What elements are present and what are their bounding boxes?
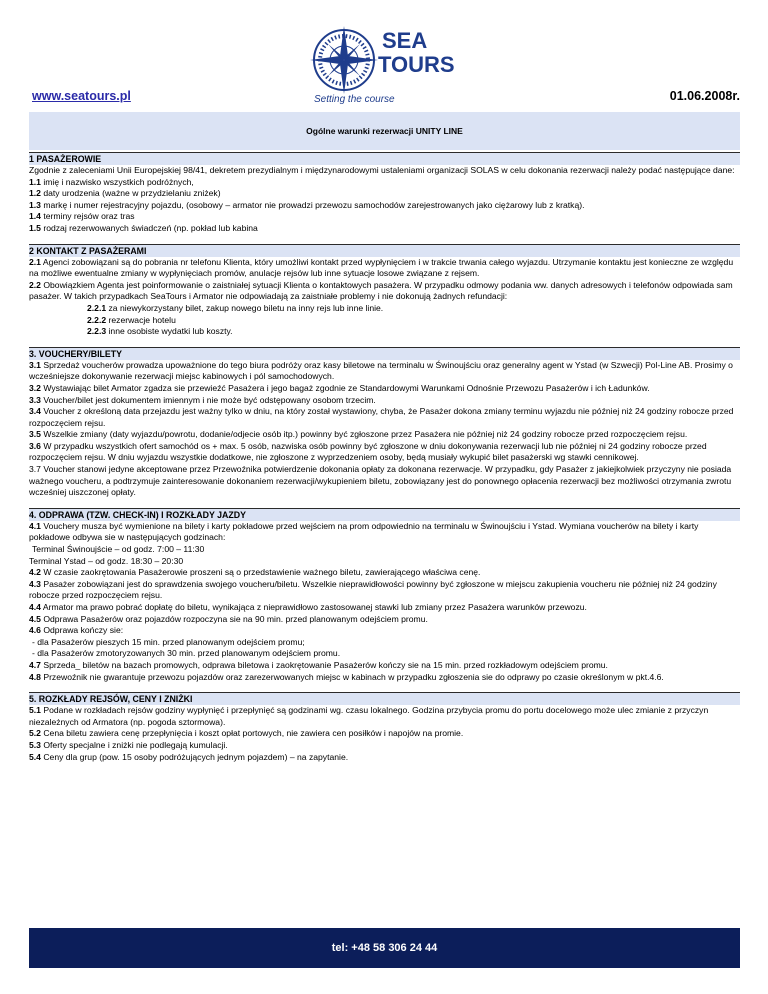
compass-rose-icon [310, 26, 378, 94]
clause [29, 602, 740, 614]
clause-number: 3.4 [29, 406, 41, 417]
clause-text: terminy rejsów oraz tras [40, 211, 135, 222]
clause [29, 200, 740, 212]
clause-text: rezerwacje hotelu [106, 314, 176, 325]
clause-number: 3.3 [29, 394, 41, 405]
clause [29, 705, 740, 728]
website-link[interactable]: www.seatours.pl [32, 89, 131, 103]
clause-number: 4.8 [29, 671, 41, 682]
section-heading: 2 KONTAKT Z PASAŻERAMI [29, 244, 740, 257]
clause-number: 1.3 [29, 199, 41, 210]
clause [29, 257, 740, 280]
clause [29, 579, 740, 602]
section-1 [29, 152, 740, 235]
clause-number: 2.2.3 [87, 326, 107, 337]
clause [29, 660, 740, 672]
document-date: 01.06.2008r. [669, 89, 740, 103]
clause [29, 188, 740, 200]
clause [29, 165, 740, 177]
clause [29, 406, 740, 429]
clause-number: 5.1 [29, 705, 41, 716]
section-5 [29, 692, 740, 763]
clause [29, 625, 740, 637]
sea-tours-logo [300, 18, 470, 106]
clause-text: za niewykorzystany bilet, zakup nowego biletu na inny rejs lub inne linie. [106, 302, 384, 313]
clause-text: daty urodzenia (ważne w przydzielaniu zniżek) [40, 188, 221, 199]
clause-text: Oferty specjalne i zniżki nie podlegają kumulacji. [40, 739, 228, 750]
clause-number: 3.6 [29, 440, 41, 451]
clause-text: Odprawa Pasażerów oraz pojazdów rozpoczyna sie na 90 min. przed planowanym odejściem promu. [40, 613, 428, 624]
clause-number: 4.6 [29, 625, 41, 636]
clause-text: Odprawa kończy sie: [40, 625, 124, 636]
clause-text: Voucher z określoną data przejazdu jest ważny tylko w dniu, na który został wystawiony, chyba, że Pasażer dokona zmiany terminu wyjazdu nie później niż 24 godziny robocze przed rozpoczęciem rejsu. [29, 406, 734, 428]
clause-text: W przypadku wszystkich ofert samochód os + max. 5 osób, nazwiska osób powinny być zgłoszone w dniu dokonywania rezerwacji lub nie później ni 24 godziny robocze przed rozpoczęciem rejsu. W dniu wyjazdu wszystkie dodatkowe, nie zgłoszone z wyprzedzeniem osoby, będą musiały wykupić bilet pasażerski wg stawki cennikowej. [29, 440, 707, 463]
clause-number: 5.4 [29, 751, 41, 762]
clause-text: Przewoźnik nie gwarantuje przewozu pojazdów oraz zarezerwowanych miejsc w kabinach w przypadku zgłoszenia sie do odprawy po czasie określonym w pkt.4.6. [40, 671, 664, 682]
section-heading: 4. ODPRAWA (TZW. CHECK-IN) I ROZKŁADY JAZDY [29, 508, 740, 521]
clause [29, 752, 740, 764]
clause [29, 556, 740, 568]
clause-text: W czasie zaokrętowania Pasażerowie proszeni są o przedstawienie ważnego biletu, zawierającego właściwa cenę. [40, 567, 481, 578]
clause-number: 4.5 [29, 613, 41, 624]
clause-text: Cena biletu zawiera cenę przepłynięcia i koszt opłat portowych, nie zawiera cen posiłków i napojów na promie. [40, 728, 464, 739]
clause [29, 326, 740, 338]
clause-number: 2.2.1 [87, 302, 107, 313]
clause [29, 648, 740, 660]
clause [29, 672, 740, 684]
clause [29, 223, 740, 235]
clause-number: 5.2 [29, 728, 41, 739]
clause-number: 1.2 [29, 188, 41, 199]
clause [29, 429, 740, 441]
clause-text: Terminal Ystad – od godz. 18:30 – 20:30 [29, 555, 184, 566]
clause-number: 2.1 [29, 256, 41, 267]
clause-number: 3.1 [29, 359, 41, 370]
clause-number: 4.7 [29, 659, 41, 670]
clause [29, 441, 740, 464]
terms-content [29, 152, 740, 772]
section-heading: 1 PASAŻEROWIE [29, 152, 740, 165]
clause-number: 4.3 [29, 578, 41, 589]
clause-number: 1.5 [29, 222, 41, 233]
clause-text: - dla Pasażerów zmotoryzowanych 30 min. przed planowanym odejściem promu. [32, 648, 341, 659]
clause [29, 280, 740, 303]
clause [29, 211, 740, 223]
logo-line1: SEA [382, 28, 428, 53]
clause [29, 395, 740, 407]
clause-text: Podane w rozkładach rejsów godziny wypłynięć i przepłynięć są godzinami wg. czasu lokalnego. Godzina przybycia promu do portu docelowego może ulec zmianie z przyczyn niezależnych od Armatora (np. pogoda sztormowa). [29, 705, 709, 727]
clause-text: Agenci zobowiązani są do pobrania nr telefonu Klienta, który umożliwi kontakt przed wypłynięciem i w trakcie trwania całego wyjazdu. Utrzymanie kontaktu jest konieczne ze względu na możliwe ewentualne zmiany w wypłynięciach promów, anulacje rejsów lub inne sytuacje losowe związane z rejsem. [29, 256, 734, 279]
clause-text: rodzaj rezerwowanych świadczeń (np. pokład lub kabina [40, 222, 258, 233]
clause [29, 567, 740, 579]
section-heading: 5. ROZKŁADY REJSÓW, CENY I ZNIŻKI [29, 692, 740, 705]
clause-text: Terminal Świnoujście – od godz. 7:00 – 11:30 [32, 544, 205, 555]
clause-text: markę i numer rejestracyjny pojazdu, (osobowy – armator nie prowadzi przewozu samochodów zarejestrowanych jako ciężarowy lub z kratką). [40, 199, 585, 210]
clause [29, 303, 740, 315]
clause-text: Ceny dla grup (pow. 15 osoby podróżujących jednym pojazdem) – na zapytanie. [40, 751, 349, 762]
clause [29, 521, 740, 544]
clause-text: Obowiązkiem Agenta jest poinformowanie o zaistniałej sytuacji Klienta o kontaktowych pasażera. W przypadku odmowy podania ww. danych adresowych i telefonów odpowiada sam pasażer. W takich przypadkach SeaTours i Armator nie odpowiadają za zaistniałe problemy i nie dokonują żadnych refundacji: [29, 279, 733, 302]
clause-number: 1.4 [29, 211, 41, 222]
clause [29, 614, 740, 626]
clause-number: 1.1 [29, 176, 41, 187]
logo-line2: TOURS [378, 52, 455, 77]
clause-text: Sprzeda_ biletów na bazach promowych, odprawa biletowa i zaokrętowanie Pasażerów kończy sie na 15 min. przed rozkładowym odejściem promu. [40, 659, 608, 670]
section-heading: 3. VOUCHERY/BILETY [29, 347, 740, 360]
clause [29, 464, 740, 499]
clause-text: Pasażer zobowiązani jest do sprawdzenia swojego voucheru/biletu. Wszelkie nieprawidłowości powinny być zgłoszone w miejscu zakupienia voucheru nie później niż 24 godziny robocze przed rozpoczęciem rejsu. [29, 578, 717, 601]
clause-text: Wystawiając bilet Armator zgadza sie przewieźć Pasażera i jego bagaż zgodnie ze Standardowymi Warunkami Odnośnie Przewozu Pasażerów i ich Ładunków. [40, 382, 650, 393]
clause-number: 2.2 [29, 279, 41, 290]
clause-number: 4.4 [29, 602, 41, 612]
clause-number: 3.2 [29, 382, 41, 393]
section-2 [29, 244, 740, 338]
clause-number: 5.3 [29, 739, 41, 750]
clause-text: Voucher/bilet jest dokumentem imiennym i nie może być odstępowany osobom trzecim. [40, 394, 376, 405]
clause-number: 4.1 [29, 520, 41, 531]
clause-text: Zgodnie z zaleceniami Unii Europejskiej 98/41, dekretem prezydialnym i międzynarodowymi ustaleniami organizacji SOLAS w celu dokonania rezerwacji należy podać następujące dane: [29, 165, 735, 175]
clause-text: Vouchery musza być wymienione na bilety i karty pokładowe przed wejściem na prom odpowiednio na terminalu w Świnoujściu i Ystad. Wymiana voucherów na bilety i karty pokładowe odbywa sie w następujących godzinach: [29, 520, 699, 543]
clause-number: 2.2.2 [87, 314, 107, 325]
clause [29, 740, 740, 752]
clause-text: Wszelkie zmiany (daty wyjazdu/powrotu, dodanie/odjecie osób itp.) powinny być zgłoszone przez Pasażera nie później niż 24 godziny robocze przed rozpoczęciem rejsu. [40, 429, 688, 440]
document-title: Ogólne warunki rezerwacji UNITY LINE [29, 112, 740, 150]
clause-number: 4.2 [29, 567, 41, 578]
clause [29, 637, 740, 649]
clause [29, 360, 740, 383]
section-4 [29, 508, 740, 683]
clause-text: 3.7 Voucher stanowi jedyne akceptowane przez Przewoźnika potwierdzenie dokonania opłaty za dokonana rezerwacje. W przypadku, gdy Pasażer z jakiejkolwiek przyczyny nie posiada ważnego voucheru, a podtrzymuje zainteresowanie dokonaniem rezerwacji/wykupieniem biletu, zobowiązany jest do ponownego opłacenia rezerwacji bez możliwości otrzymania zwrotu wcześniej uiszczonej opłaty. [29, 464, 732, 498]
clause [29, 315, 740, 327]
clause [29, 383, 740, 395]
section-3 [29, 347, 740, 499]
clause-text: imię i nazwisko wszystkich podróżnych, [40, 176, 194, 187]
clause [29, 177, 740, 189]
clause [29, 728, 740, 740]
page-header [0, 0, 768, 112]
clause-text: - dla Pasażerów pieszych 15 min. przed planowanym odejściem promu; [32, 636, 305, 647]
clause-number: 3.5 [29, 429, 41, 440]
clause-text: Armator ma prawo pobrać dopłatę do biletu, wynikająca z nieprawidłowo zastosowanej stawki lub zmiany przez Pasażera warunków przewozu. [40, 602, 587, 612]
logo-tagline: Setting the course [314, 94, 395, 105]
footer-phone: tel: +48 58 306 24 44 [29, 928, 740, 968]
clause [29, 544, 740, 556]
clause-text: Sprzedaż voucherów prowadza upoważnione do tego biura podróży oraz kasy biletowe na terminalu w Świnoujściu oraz generalny agent w Ystad (w Szwecji) Pol-Line AB. Prosimy o wcześniejsze dokonywanie rezerwacji miejsc kabinowych i pól samochodowych. [29, 359, 733, 382]
clause-text: inne osobiste wydatki lub koszty. [106, 326, 233, 337]
